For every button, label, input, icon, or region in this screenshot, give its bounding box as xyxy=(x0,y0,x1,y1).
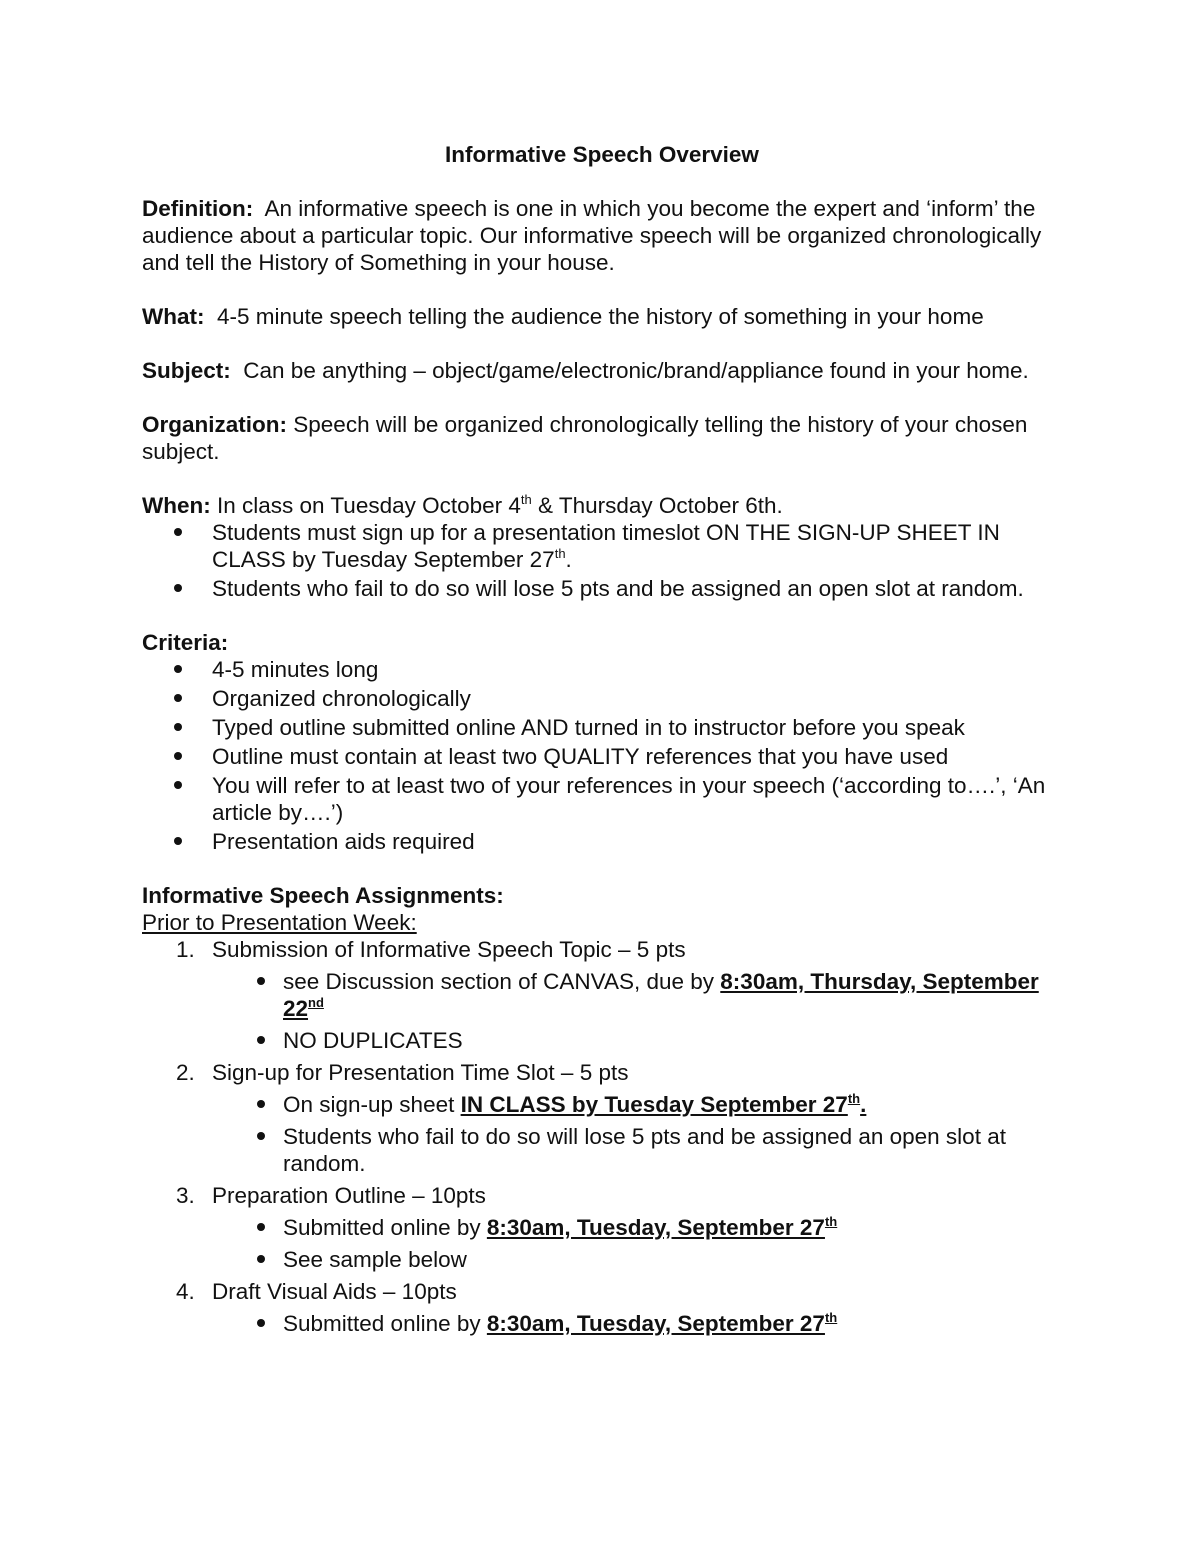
superscript: th xyxy=(554,546,566,561)
list-item xyxy=(212,1214,1062,1241)
assignments-subheading: Prior to Presentation Week: xyxy=(142,910,417,935)
criteria-section xyxy=(142,629,1062,855)
when-paragraph xyxy=(142,492,1062,519)
item-label: Draft Visual Aids – 10pts xyxy=(212,1279,457,1304)
definition-text: An informative speech is one in which you become the expert and ‘inform’ the audience about a particular topic. Our informative speech will be organized chronologically and tell the History of Something in your house. xyxy=(142,196,1042,275)
list-item xyxy=(142,519,1062,573)
list-item: 4-5 minutes long xyxy=(142,656,1062,683)
list-item xyxy=(212,968,1062,1022)
list-item: Students who fail to do so will lose 5 pts and be assigned an open slot at random. xyxy=(212,1123,1062,1177)
list-item xyxy=(142,1059,1062,1177)
subject-label: Subject: xyxy=(142,358,231,383)
deadline-text: 8:30am, Thursday, September 22 xyxy=(283,969,1039,1021)
list-item xyxy=(142,575,1062,602)
superscript: nd xyxy=(308,995,324,1010)
when-text: In class on Tuesday October 4 xyxy=(217,493,521,518)
deadline-text: 8:30am, Tuesday, September 27 xyxy=(486,1215,825,1240)
deadline-text: 8:30am, Tuesday, September 27 xyxy=(486,1311,825,1336)
superscript: th xyxy=(824,1214,838,1229)
bullet-text: On sign-up sheet xyxy=(283,1092,461,1117)
list-item: Presentation aids required xyxy=(142,828,1062,855)
subject-text: Can be anything – object/game/electronic/brand/appliance found in your home. xyxy=(243,358,1029,383)
bullet-text: Students who fail to do so will lose 5 pts and be assigned an open slot at random. xyxy=(212,576,1024,601)
assignments-heading xyxy=(142,882,1062,909)
when-section xyxy=(142,492,1062,602)
list-item xyxy=(142,936,1062,1054)
sub-bullet-list xyxy=(212,1214,1062,1273)
page-title: Informative Speech Overview xyxy=(445,142,759,167)
superscript: th xyxy=(847,1091,861,1106)
deadline-text-end: . xyxy=(860,1092,867,1117)
bullet-text-end: . xyxy=(565,547,572,572)
list-item: Organized chronologically xyxy=(142,685,1062,712)
list-item xyxy=(212,1310,1062,1337)
list-item: You will refer to at least two of your references in your speech (‘according to….’, ‘An article by….’) xyxy=(142,772,1062,826)
definition-paragraph xyxy=(142,195,1062,276)
bullet-text: Students must sign up for a presentation timeslot ON THE SIGN-UP SHEET IN CLASS by Tuesday September 27 xyxy=(212,520,1000,572)
list-item xyxy=(212,1091,1062,1118)
sub-bullet-list xyxy=(212,1091,1062,1177)
criteria-label: Criteria: xyxy=(142,630,229,655)
criteria-heading xyxy=(142,629,1062,656)
superscript: th xyxy=(824,1310,838,1325)
when-bullet-list xyxy=(142,519,1062,602)
item-number: 2. xyxy=(176,1060,195,1085)
sub-bullet-list xyxy=(212,968,1062,1054)
what-text: 4-5 minute speech telling the audience the history of something in your home xyxy=(217,304,984,329)
bullet-text: see Discussion section of CANVAS, due by xyxy=(283,969,721,994)
organization-paragraph xyxy=(142,411,1062,465)
when-label: When: xyxy=(142,493,211,518)
list-item: Outline must contain at least two QUALITY references that you have used xyxy=(142,743,1062,770)
assignments-section xyxy=(142,882,1062,1337)
list-item: Typed outline submitted online AND turned in to instructor before you speak xyxy=(142,714,1062,741)
assignments-heading-text: Informative Speech Assignments: xyxy=(142,883,504,908)
superscript: th xyxy=(520,492,532,507)
document-body xyxy=(142,141,1062,1342)
deadline-text: IN CLASS by Tuesday September 27 xyxy=(460,1092,848,1117)
item-label: Preparation Outline – 10pts xyxy=(212,1183,486,1208)
what-label: What: xyxy=(142,304,205,329)
criteria-list xyxy=(142,656,1062,855)
subject-paragraph xyxy=(142,357,1062,384)
organization-text: Speech will be organized chronologically telling the history of your chosen subject. xyxy=(142,412,1028,464)
when-text-end: & Thursday October 6th. xyxy=(531,493,783,518)
item-number: 3. xyxy=(176,1183,195,1208)
list-item xyxy=(142,1278,1062,1337)
item-number: 1. xyxy=(176,937,195,962)
assignments-list xyxy=(142,936,1062,1337)
bullet-text: Submitted online by xyxy=(283,1215,487,1240)
bullet-text: Submitted online by xyxy=(283,1311,487,1336)
item-label: Submission of Informative Speech Topic – 5 pts xyxy=(212,937,686,962)
list-item xyxy=(142,1182,1062,1273)
item-label: Sign-up for Presentation Time Slot – 5 pts xyxy=(212,1060,629,1085)
definition-label: Definition: xyxy=(142,196,254,221)
sub-bullet-list xyxy=(212,1310,1062,1337)
item-number: 4. xyxy=(176,1279,195,1304)
list-item: See sample below xyxy=(212,1246,1062,1273)
what-paragraph xyxy=(142,303,1062,330)
list-item: NO DUPLICATES xyxy=(212,1027,1062,1054)
organization-label: Organization: xyxy=(142,412,287,437)
